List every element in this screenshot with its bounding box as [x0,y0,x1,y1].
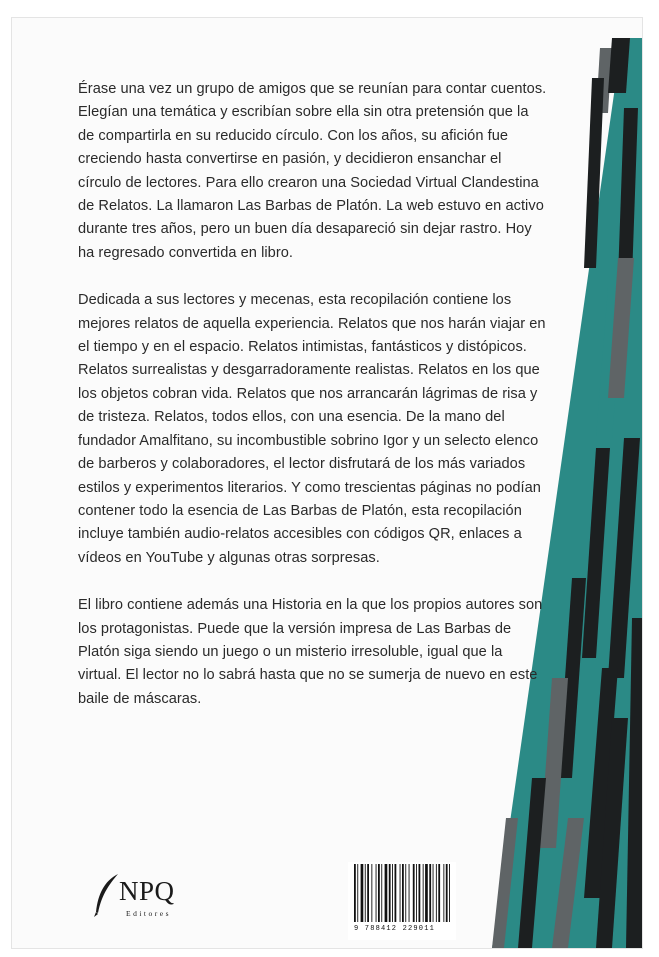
barcode-bar [378,864,380,922]
barcode-bar [436,864,437,922]
blurb-paragraph-1: Érase una vez un grupo de amigos que se reunían para contar cuentos. Elegían una temática y escribían sobre ella sin otra pretensión que la de compartirla en su reducido círculo. Con los años, su afición fue creciendo hasta convertirse en pasión, y decidieron ensanchar el círculo de lectores. Para ello crearon una Sociedad Virtual Clandestina de Relatos. La llamaron Las Barbas de Platón. La web estuvo en activo durante tres años, pero un buen día desapareció sin dejar rastro. Hoy ha regresado convertida en libro. [78,81,547,261]
barcode-bar [365,864,366,922]
barcode-bar [354,864,356,922]
barcode-bar [446,864,448,922]
barcode-bar [429,864,431,922]
isbn-barcode [348,862,456,940]
barcode-bar [419,864,421,922]
blurb-paragraph-3: El libro contiene además una Historia en la que los propios autores son los protagonistas. Puede que la versión impresa de Las Barbas de Platón siga siendo un juego o un misterio irresoluble, igual que la virtual. El lector no lo sabrá hasta que no se sumerja de nuevo en este baile de máscaras. [78,597,543,707]
barcode-bar [423,864,424,922]
barcode-bar [400,864,401,922]
barcode-bar [381,864,382,922]
barcode-bar [376,864,377,922]
barcode-bar [389,864,391,922]
barcode-bar [385,864,388,922]
barcode-bar [416,864,417,922]
barcode-bar [438,864,440,922]
barcode-bar [402,864,404,922]
barcode-bar [361,864,364,922]
barcode-bar [413,864,415,922]
barcode-bar [392,864,393,922]
barcode-bar [433,864,434,922]
barcode-bar [449,864,450,922]
barcode-bar [409,864,410,922]
barcode-bar [405,864,406,922]
barcode-bar [357,864,358,922]
publisher-logo [92,872,212,932]
blurb-text [78,78,548,735]
barcode-bar [443,864,444,922]
blurb-paragraph-2: Dedicada a sus lectores y mecenas, esta recopilación contiene los mejores relatos de aquella experiencia. Relatos que nos harán viajar en el tiempo y en el espacio. Relatos intimistas, fantásticos y distópicos. Relatos surrealistas y desgarradoramente realistas. Relatos en los que los objetos cobran vida. Relatos que nos arrancarán lágrimas de risa y de tristeza. Relatos, todos ellos, con una esencia. De la mano del fundador Amalfitano, su incombustible sobrino Igor y un selecto elenco de barberos y colaboradores, el lector disfrutará de los más variados estilos y experimentos literarios. Y como trescientas páginas no podían contener todo la esencia de Las Barbas de Platón, esta recopilación incluye también audio-relatos accesibles con códigos QR, enlaces a vídeos en YouTube y algunas otras sorpresas. [78,292,546,566]
book-back-cover [12,18,642,948]
barcode-bar [367,864,369,922]
barcode-bar [425,864,428,922]
barcode-bar [371,864,372,922]
quill-icon [92,872,122,918]
barcode-bar [395,864,397,922]
isbn-number: 9 788412 229011 [354,925,436,933]
publisher-name: NPQ [119,876,175,906]
barcode-bars [348,864,456,926]
publisher-subtitle: Editores [126,909,171,918]
